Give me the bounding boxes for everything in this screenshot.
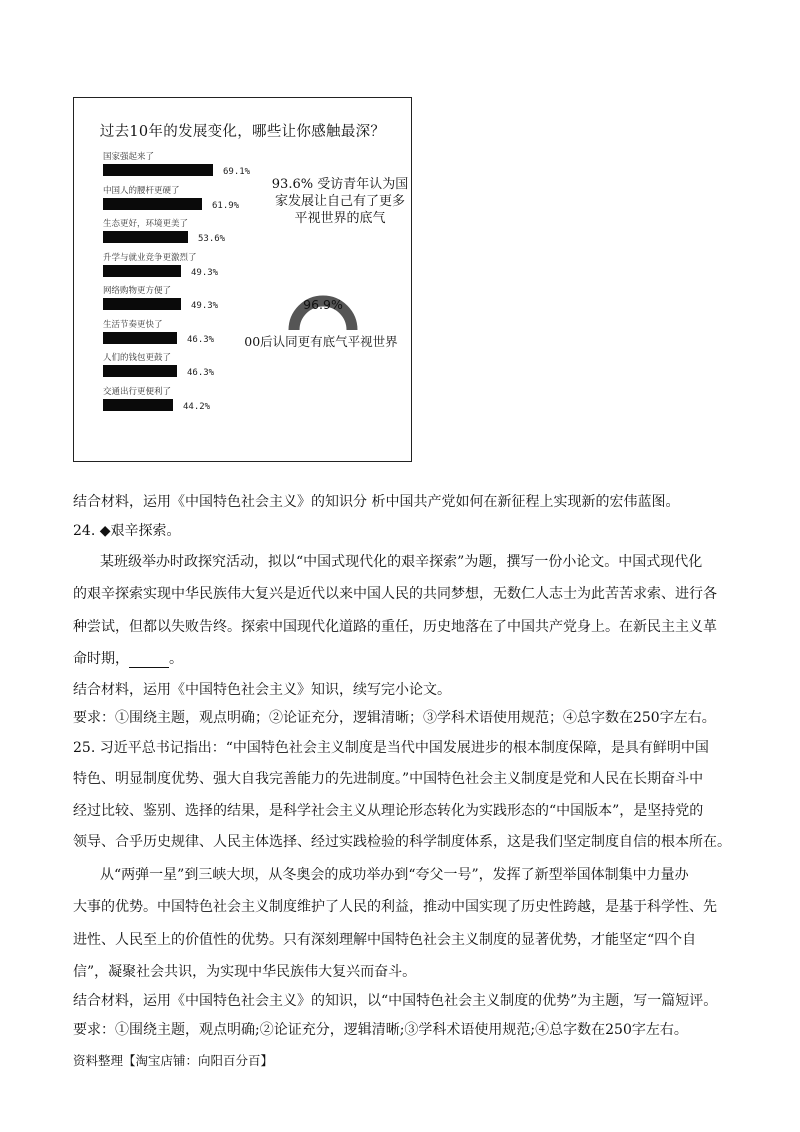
- bar-category-label: 人们的钱包更鼓了: [103, 353, 172, 363]
- bar-category-label: 升学与就业竞争更激烈了: [103, 252, 197, 263]
- q23-prompt: 结合材料，运用《中国特色社会主义》的知识分 析中国共产党如何在新征程上实现新的宏伟蓝图。: [73, 494, 680, 510]
- bar-row: [103, 184, 240, 211]
- bar-value-label: 44.2%: [183, 401, 211, 412]
- bar: [103, 265, 181, 277]
- bar-value-label: 69.1%: [223, 167, 251, 177]
- q25-line: 25. 习近平总书记指出：“中国特色社会主义制度是当代中国发展进步的根本制度保障，是具有鲜明中国: [73, 740, 709, 756]
- q25-prompt: 结合材料，运用《中国特色社会主义》的知识，以“中国特色社会主义制度的优势”为主题，写一篇短评。: [73, 993, 718, 1009]
- q24-paragraph-line: [73, 648, 183, 668]
- bar-row: [103, 284, 219, 311]
- q25-line: 大事的优势。中国特色社会主义制度维护了人民的利益，推动中国实现了历史性跨越，是基于科学性、先: [73, 899, 717, 915]
- bar: [103, 298, 181, 310]
- q24-paragraph-line: 的艰辛探索实现中华民族伟大复兴是近代以来中国人民的共同梦想，无数仁人志士为此苦苦求索、进行各: [73, 586, 717, 602]
- bar-row: [103, 318, 215, 345]
- q24-requirements: 要求：①围绕主题，观点明确；②论证充分，逻辑清晰；③学科术语使用规范；④总字数在250字左右。: [73, 710, 716, 726]
- bar-category-label: 国家强起来了: [103, 152, 155, 162]
- gauge-caption: 00后认同更有底气平视世界: [244, 334, 398, 349]
- bar: [103, 365, 177, 377]
- q25-requirements: 要求：①围绕主题，观点明确;②论证充分，逻辑清晰;③学科术语使用规范;④总字数在250字左右。: [73, 1022, 688, 1038]
- q24-line-start: 命时期，: [73, 651, 129, 667]
- q24-paragraph-line: 某班级举办时政探究活动，拟以“中国式现代化的艰辛探索”为题，撰写一份小论文。中国式现代化: [100, 554, 703, 570]
- bar-value-label: 61.9%: [212, 200, 240, 211]
- gauge-value: 96.9%: [303, 297, 343, 312]
- q24-prompt: 结合材料，运用《中国特色社会主义》知识，续写完小论文。: [73, 682, 451, 698]
- bar-value-label: 46.3%: [187, 368, 215, 378]
- q25-line: 特色、明显制度优势、强大自我完善能力的先进制度。”中国特色社会主义制度是党和人民在长期奋斗中: [73, 771, 704, 787]
- bar-category-label: 网络购物更方便了: [103, 286, 172, 296]
- q24-heading: 24. ◆艰辛探索。: [73, 523, 181, 539]
- bar-value-label: 46.3%: [187, 334, 215, 345]
- bar-row: [103, 150, 251, 177]
- q25-line: 从“两弹一星”到三峡大坝，从冬奥会的成功举办到“夸父一号”，发挥了新型举国体制集中力量办: [100, 867, 689, 883]
- footer-note: 资料整理【淘宝店铺：向阳百分百】: [73, 1053, 274, 1068]
- bar-category-label: 中国人的腰杆更硬了: [103, 185, 180, 196]
- figure-title: 过去10年的发展变化，哪些让你感触最深？: [99, 124, 386, 140]
- q25-line: 经过比较、鉴别、选择的结果，是科学社会主义从理论形态转化为实践形态的“中国版本”，是坚持党的: [73, 803, 704, 819]
- bar-category-label: 交通出行更便利了: [103, 386, 172, 397]
- q24-line-end: 。: [169, 651, 183, 667]
- stat-text: 93.6% 受访青年认为国家发展让自己有了更多平视世界的底气: [271, 177, 409, 226]
- bar-category-label: 生态更好，环境更美了: [103, 219, 189, 229]
- bar: [103, 164, 213, 176]
- q25-line: 领导、合乎历史规律、人民主体选择、经过实践检验的科学制度体系，这是我们坚定制度自信的根本所在。: [73, 834, 731, 850]
- bar: [103, 332, 177, 344]
- q25-line: 进性、人民至上的价值性的优势。只有深刻理解中国特色社会主义制度的显著优势，才能坚定“四个自: [73, 932, 697, 948]
- bar-row: [103, 351, 215, 378]
- bar: [103, 198, 202, 210]
- bar: [103, 231, 188, 243]
- bar-value-label: 49.3%: [191, 301, 219, 311]
- q24-paragraph-line: 种尝试，但都以失败告终。探索中国现代化道路的重任，历史地落在了中国共产党身上。在新民主主义革: [73, 619, 717, 635]
- bar-value-label: 49.3%: [191, 267, 219, 278]
- bar-value-label: 53.6%: [198, 234, 226, 244]
- answer-blank: [129, 653, 169, 668]
- bar-row: [103, 217, 226, 244]
- bar-category-label: 生活节奏更快了: [103, 319, 163, 330]
- bar-row: [103, 385, 211, 412]
- survey-figure: [73, 97, 412, 462]
- bar-row: [103, 251, 219, 278]
- bar: [103, 399, 173, 411]
- q25-line: 信”，凝聚社会共识，为实现中华民族伟大复兴而奋斗。: [73, 964, 417, 980]
